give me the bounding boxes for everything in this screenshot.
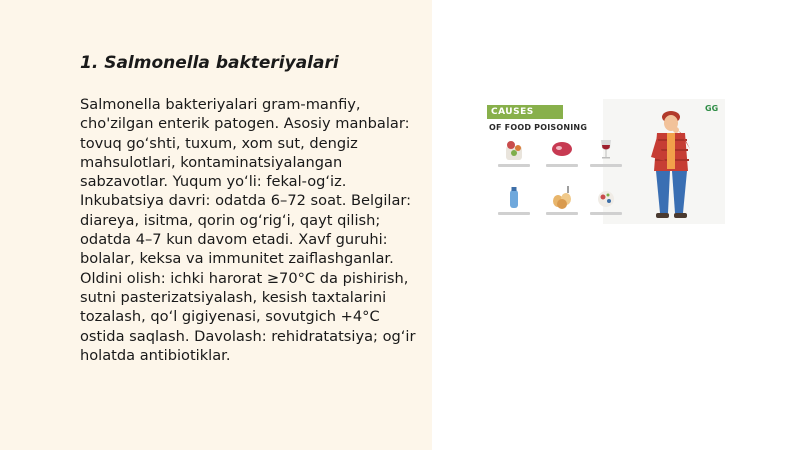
- infographic-subtitle: OF FOOD POISONING: [489, 123, 588, 132]
- body-line: ostida saqlash. Davolash: rehidratatsiya; og‘ir: [80, 327, 416, 345]
- sick-person-icon: [643, 109, 703, 224]
- eggs-icon: [548, 184, 576, 212]
- body-line: holatda antibiotiklar.: [80, 346, 231, 364]
- slide-heading: 1. Salmonella bakteriyalari: [80, 53, 339, 73]
- causes-tag: CAUSES: [487, 105, 563, 119]
- body-line: mahsulotlari, kontaminatsiyalangan: [80, 153, 343, 171]
- body-line: Salmonella bakteriyalari gram-manfiy,: [80, 96, 361, 113]
- gfg-logo: GG: [705, 104, 719, 113]
- body-line: Oldini olish: ichki harorat ≥70°C da pishirish,: [80, 269, 409, 287]
- body-line: cho'zilgan enterik patogen. Asosiy manbalar:: [80, 115, 410, 133]
- slide-body-text: [80, 95, 425, 365]
- wine-glass-icon: [592, 136, 620, 164]
- body-line: bolalar, keksa va immunitet zaiflashganlar.: [80, 250, 394, 268]
- contaminated-food-icon: [592, 184, 620, 212]
- body-line: sutni pasterizatsiyalash, kesish taxtalarini: [80, 288, 387, 306]
- bacteria-icon: [500, 136, 528, 164]
- body-line: tozalash, qo‘l gigiyenasi, sovutgich +4°C: [80, 308, 380, 326]
- body-line: diareya, isitma, qorin og‘rig‘i, qayt qilish;: [80, 211, 381, 229]
- water-bottle-icon: [500, 184, 528, 212]
- body-line: tovuq go‘shti, tuxum, xom sut, dengiz: [80, 134, 358, 152]
- food-poisoning-infographic: [485, 99, 725, 224]
- body-line: odatda 4–7 kun davom etadi. Xavf guruhi:: [80, 231, 388, 249]
- raw-meat-icon: [548, 136, 576, 164]
- body-line: sabzavotlar. Yuqum yo‘li: fekal-og‘iz.: [80, 173, 347, 191]
- body-line: Inkubatsiya davri: odatda 6–72 soat. Belgilar:: [80, 192, 412, 210]
